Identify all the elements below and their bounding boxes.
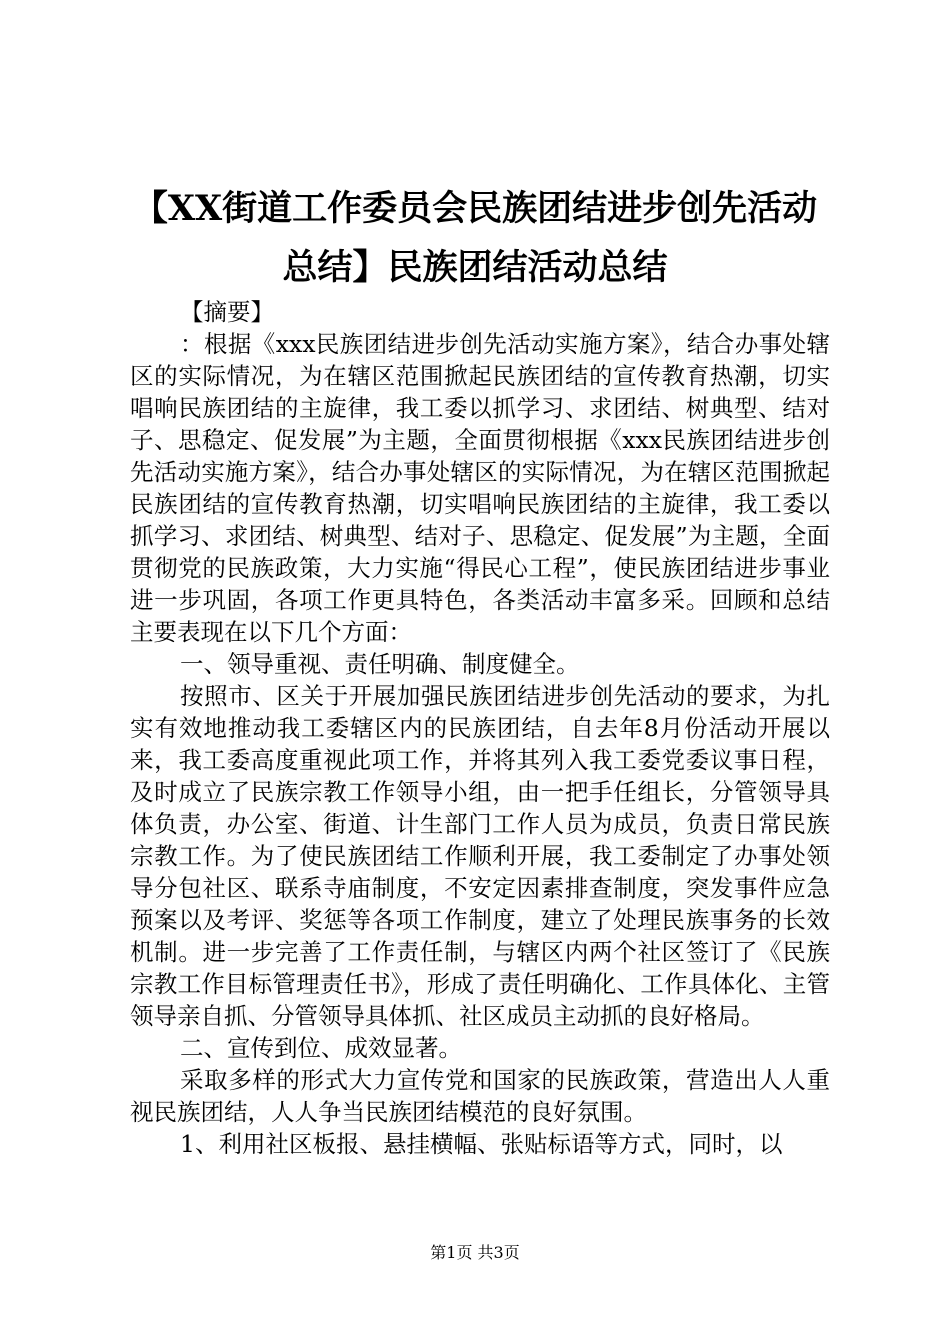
document-body	[130, 296, 830, 1160]
abstract-label: 【摘要】	[180, 298, 274, 326]
paragraph-item-1: 1、利用社区板报、悬挂横幅、张贴标语等方式，同时，以	[180, 1130, 783, 1158]
paragraph-section-2: 采取多样的形式大力宣传党和国家的民族政策，营造出人人重视民族团结，人人争当民族团结模范的良好氛围。	[130, 1066, 830, 1126]
document-title-line-2: 总结】民族团结活动总结	[282, 247, 668, 288]
section-heading-2: 二、宣传到位、成效显著。	[180, 1034, 462, 1062]
section-heading-1: 一、领导重视、责任明确、制度健全。	[180, 650, 580, 678]
page-footer: 第1页 共3页	[430, 1243, 520, 1262]
paragraph-section-1: 按照市、区关于开展加强民族团结进步创先活动的要求，为扎实有效地推动我工委辖区内的民族团结，自去年8月份活动开展以来，我工委高度重视此项工作，并将其列入我工委党委议事日程，及时成立了民族宗教工作领导小组，由一把手任组长，分管领导具体负责，办公室、街道、计生部门工作人员为成员，负责日常民族宗教工作。为了使民族团结工作顺利开展，我工委制定了办事处领导分包社区、联系寺庙制度，不安定因素排查制度，突发事件应急预案以及考评、奖惩等各项工作制度，建立了处理民族事务的长效机制。进一步完善了工作责任制，与辖区内两个社区签订了《民族宗教工作目标管理责任书》，形成了责任明确化、工作具体化、主管领导亲自抓、分管领导具体抓、社区成员主动抓的良好格局。	[130, 682, 830, 1030]
paragraph-abstract: ：根据《xxx民族团结进步创先活动实施方案》，结合办事处辖区的实际情况，为在辖区范围掀起民族团结的宣传教育热潮，切实唱响民族团结的主旋律，我工委以抓学习、求团结、树典型、结对子、思稳定、促发展”为主题，全面贯彻根据《xxx民族团结进步创先活动实施方案》，结合办事处辖区的实际情况，为在辖区范围掀起民族团结的宣传教育热潮，切实唱响民族团结的主旋律，我工委以抓学习、求团结、树典型、结对子、思稳定、促发展”为主题，全面贯彻党的民族政策，大力实施“得民心工程”，使民族团结进步事业进一步巩固，各项工作更具特色，各类活动丰富多采。回顾和总结主要表现在以下几个方面：	[130, 330, 830, 646]
document-title-line-1: 【XX街道工作委员会民族团结进步创先活动	[132, 188, 818, 229]
